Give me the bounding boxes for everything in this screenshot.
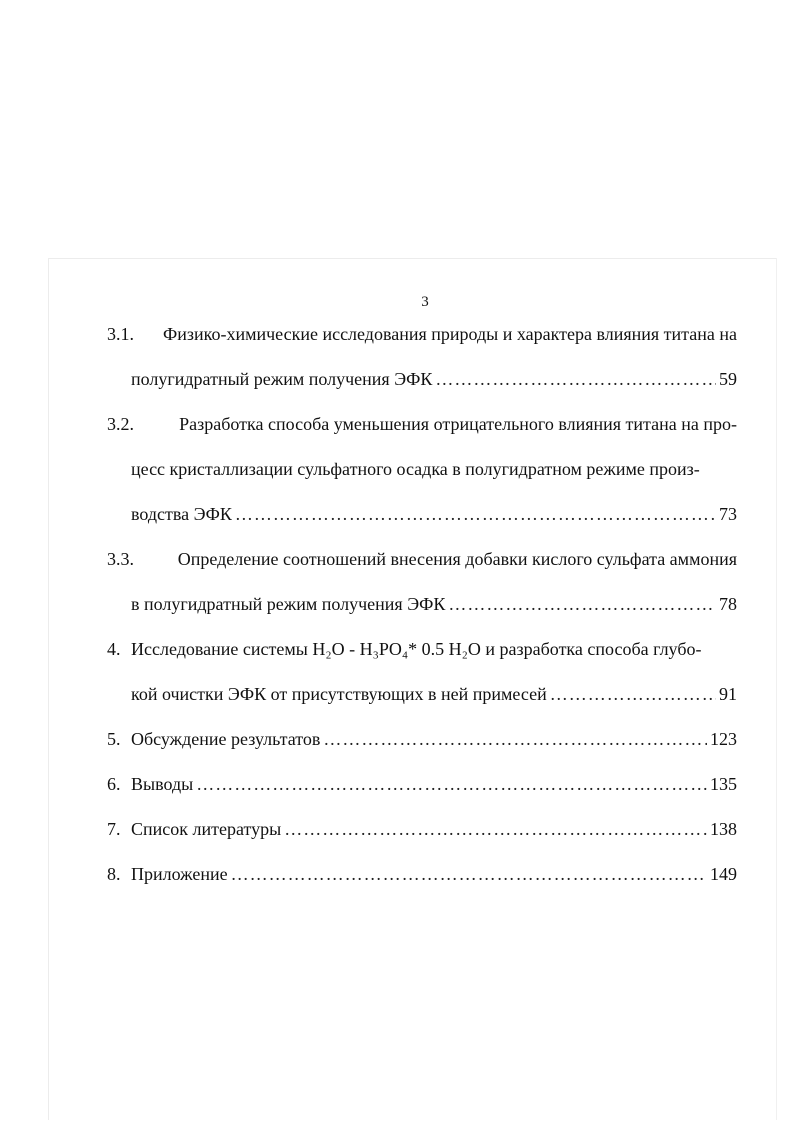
dot-leader	[435, 357, 716, 402]
toc-page-number: 138	[710, 819, 737, 839]
toc-entry-text: кой очистки ЭФК от присутствующих в ней примесей	[131, 684, 547, 704]
toc-entry-text: в полугидратный режим получения ЭФК	[131, 594, 446, 614]
toc-page-number: 135	[710, 774, 737, 794]
toc-entry-text: водства ЭФК	[131, 504, 232, 524]
toc-entry-7	[107, 807, 737, 852]
toc-entry-text: Исследование системы H₂O - H₃PO₄* 0.5 H₂O и разработка способа глубо-	[131, 639, 702, 659]
toc-entry-number: 7.	[107, 819, 121, 839]
toc-page-number: 91	[719, 684, 737, 704]
scan-edge-top	[48, 258, 776, 259]
toc-entry-number: 5.	[107, 729, 121, 749]
toc-entry-text: Обсуждение результатов	[131, 729, 321, 749]
toc-entry-4	[107, 627, 737, 717]
toc-entry-number: 6.	[107, 774, 121, 794]
toc-entry-3-1	[107, 312, 737, 402]
toc-page-number: 123	[710, 729, 737, 749]
toc-page-number: 149	[710, 864, 737, 884]
toc-entry-text: Список литературы	[131, 819, 282, 839]
dot-leader	[323, 717, 707, 762]
toc-page-number: 59	[719, 369, 737, 389]
toc-page-number: 73	[719, 504, 737, 524]
toc-entry-text: Определение соотношений внесения добавки кислого сульфата аммония	[177, 549, 737, 569]
toc-entry-text: Физико-химические исследования природы и характера влияния титана на	[163, 324, 737, 344]
scan-edge-right	[776, 258, 777, 1120]
table-of-contents	[107, 312, 737, 897]
scan-edge-left	[48, 258, 49, 1120]
toc-entry-number: 3.3.	[107, 549, 134, 569]
dot-leader	[196, 762, 707, 807]
toc-entry-text: Разработка способа уменьшения отрицательного влияния титана на про-	[179, 414, 737, 434]
toc-entry-3-3	[107, 537, 737, 627]
toc-entry-text: цесс кристаллизации сульфатного осадка в полугидратном режиме произ-	[131, 459, 700, 479]
toc-entry-8	[107, 852, 737, 897]
toc-entry-number: 3.1.	[107, 324, 134, 344]
page-number: 3	[421, 294, 429, 310]
toc-entry-text: Выводы	[131, 774, 194, 794]
dot-leader	[235, 492, 716, 537]
toc-page-number: 78	[719, 594, 737, 614]
dot-leader	[231, 852, 707, 897]
dot-leader	[448, 582, 716, 627]
toc-entry-text: полугидратный режим получения ЭФК	[131, 369, 433, 389]
toc-entry-number: 4.	[107, 639, 121, 659]
dot-leader	[550, 672, 716, 717]
toc-entry-3-2	[107, 402, 737, 537]
toc-entry-6	[107, 762, 737, 807]
dot-leader	[284, 807, 707, 852]
toc-entry-5	[107, 717, 737, 762]
toc-entry-number: 3.2.	[107, 414, 134, 434]
toc-entry-text: Приложение	[131, 864, 228, 884]
toc-entry-number: 8.	[107, 864, 121, 884]
